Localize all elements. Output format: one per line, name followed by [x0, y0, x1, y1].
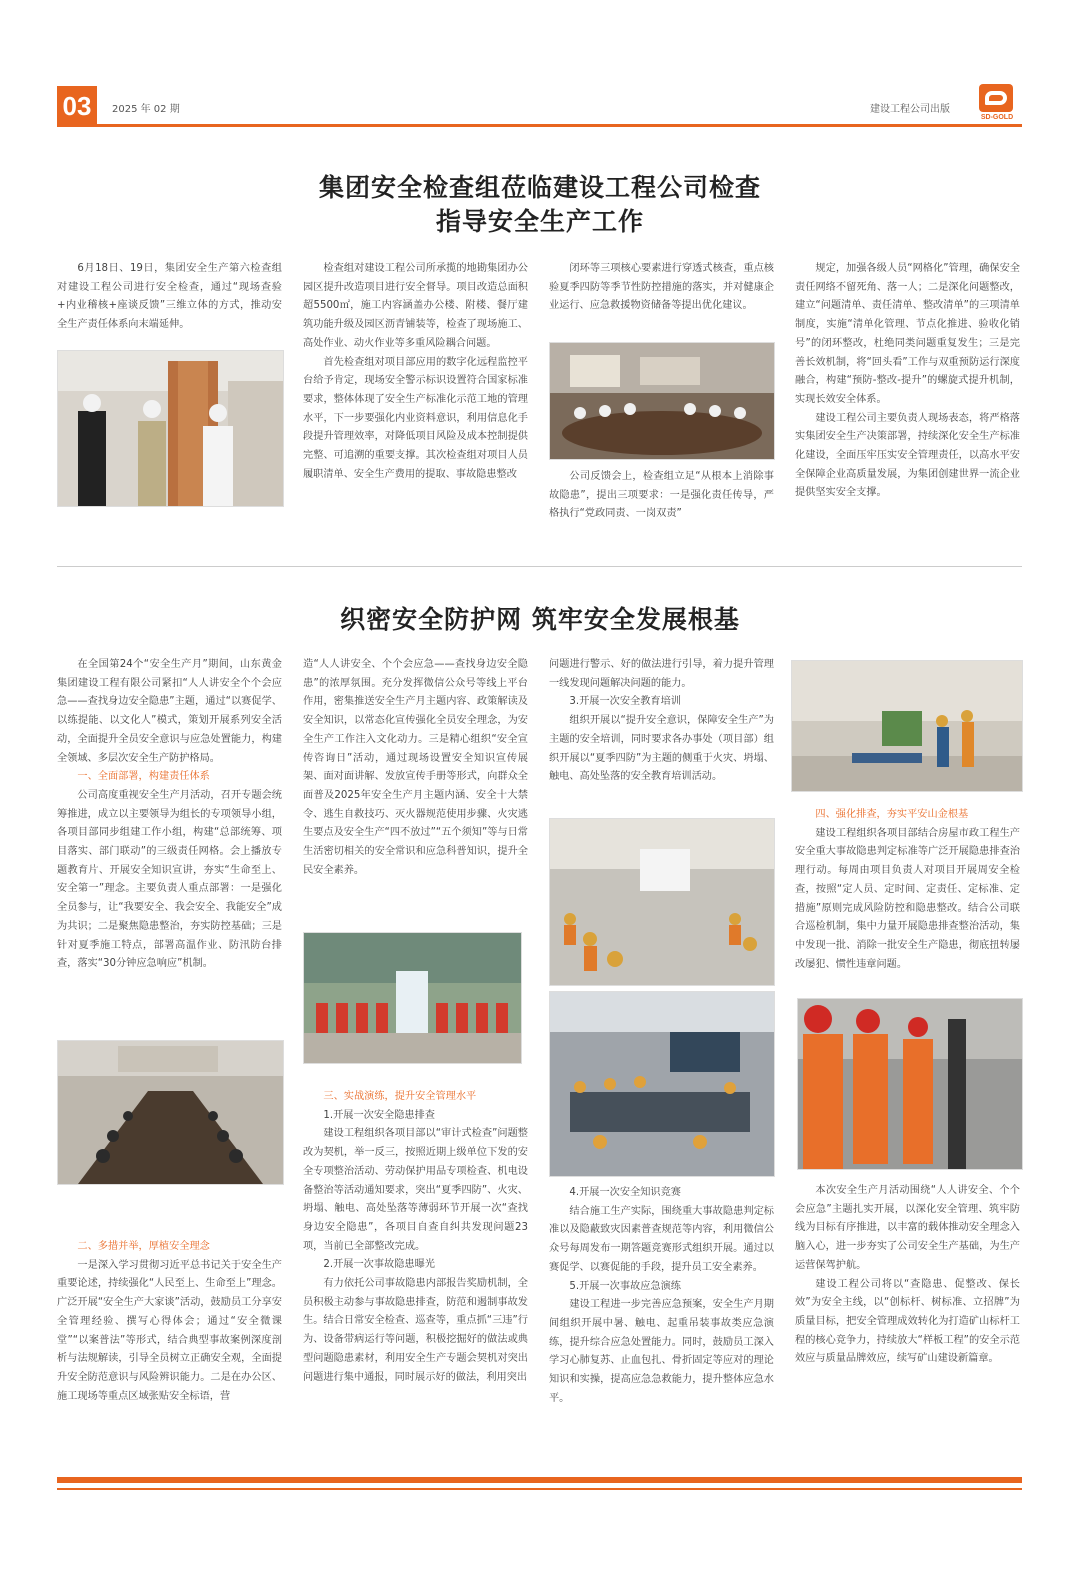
logo-mark-icon	[979, 84, 1013, 112]
section-heading: 二、多措并举，厚植安全理念	[77, 1241, 210, 1252]
paragraph: 建设工程组织各项目部结合房屋市政工程生产安全重大事故隐患判定标准等广泛开展隐患排查治理行动。每周由项目负责人对项目开展周安全检查，按照“定人员、定时间、定责任、定标准、定措施”原则完成风险防控和隐患整改。结合公司联合巡检机制，集中力量开展隐患排查整治活动，集中发现一批、消除一批安全生产隐患，彻底扭转屡改屡犯、惯性违章问题。	[795, 827, 1020, 970]
article2-title: 织密安全防护网 筑牢安全发展根基	[340, 605, 740, 634]
sd-gold-logo	[976, 84, 1018, 128]
photo-first-aid-drill	[791, 660, 1023, 792]
publisher-label: 建设工程公司出版	[870, 104, 950, 115]
photo-meeting-room	[57, 1040, 284, 1185]
paragraph: 检查组对建设工程公司所承揽的地勘集团办公园区提升改造项目进行安全督导。项目改造总面积超5500㎡，施工内容涵盖办公楼、附楼、餐厅建筑功能升级及园区沥青铺装等，检查了现场施工、高处作业、动火作业等多重风险耦合问题。	[303, 263, 528, 349]
paragraph: 一是深入学习贯彻习近平总书记关于安全生产重要论述，持续强化“人民至上、生命至上”理念。广泛开展“安全生产大家谈”活动，鼓励员工分享安全管理经验、撰写心得体会；通过“安全微课堂”“以案普法”等形式，结合典型事故案例深度剖析与法规解读，引导全员树立正确安全观，全面提升安全防范意识与风险辨识能力。二是在办公区、施工现场等重点区域张贴安全标语，营	[57, 1259, 282, 1402]
paragraph: 建设工程组织各项目部以“审计式检查”问题整改为契机，举一反三，按照近期上级单位下发的安全专项整治活动、劳动保护用品专项检查、机电设备整治等活动通知要求，突出“夏季四防”、火灾、坍塌、触电、高处坠落等薄弱环节开展一次“查找身边安全隐患”，各项目自查自纠共发现问题23项，当前已全部整改完成。	[303, 1128, 528, 1252]
logo-text: SD-GOLD	[980, 114, 1014, 121]
paragraph: 在全国第24个“安全生产月”期间，山东黄金集团建设工程有限公司紧扣“人人讲安全个个会应急——查找身边安全隐患”主题，通过“以赛促学、以练提能、以文化人”模式，策划开展系列安全活动，全面提升全员安全意识与应急处置能力，构建全领域、多层次安全生产防护格局。	[57, 659, 282, 764]
photo-inspection-site	[57, 350, 284, 507]
article2-column-2-continued	[303, 1088, 528, 1387]
section-heading: 5.开展一次事故应急演练	[569, 1280, 681, 1292]
header-rule	[57, 124, 1022, 127]
paragraph: 首先检查组对项目部应用的数字化远程监控平台给予肯定，现场安全警示标识设置符合国家标准要求，整体体现了安全生产标准化示范工地的管理水平，下一步要强化内业资料意识，利用信息化手段提升管理效率，对降低项目风险及成本控制提供完整、可追溯的重要支撑。其次检查组对项目人员履职清单、安全生产费用的提取、事故隐患整改	[303, 356, 528, 480]
page-number: 03	[57, 86, 97, 126]
paragraph: 建设工程进一步完善应急预案，安全生产月期间组织开展中暑、触电、起重吊装事故类应急演练，提升综合应急处置能力。同时，鼓励员工深入学习心肺复苏、止血包扎、骨折固定等应对的理论知识和实操，提高应急急救能力，提升整体应急水平。	[549, 1299, 774, 1404]
article1-column-2	[303, 260, 528, 484]
article2-column-3-continued	[549, 1184, 774, 1408]
photo-knowledge-contest	[549, 991, 775, 1177]
article2-column-1	[57, 656, 282, 974]
photo-safety-training	[549, 818, 775, 986]
photo-feedback-meeting	[549, 342, 775, 460]
paragraph: 问题进行警示、好的做法进行引导，着力提升管理一线发现问题解决问题的能力。	[549, 659, 774, 689]
paragraph: 公司高度重视安全生产月活动，召开专题会统筹推进，成立以主要领导为组长的专项领导小组，各项目部同步组建工作小组，构建“总部统筹、项目落实、部门联动”的三级责任网格。会上播放专题教育片、开展安全知识宣讲，夯实“生命至上、安全第一”理念。主要负责人重点部署：一是强化全员参与，让“我要安全、我会安全、我能安全”成为共识；二是聚焦隐患整治，夯实防控基础；三是针对夏季施工特点，部署高温作业、防汛防台排查，落实“30分钟应急响应”机制。	[57, 789, 282, 970]
paragraph: 公司反馈会上，检查组立足“从根本上消除事故隐患”，提出三项要求：一是强化责任传导，严格执行“党政同责、一岗双责”	[549, 471, 774, 520]
paragraph: 建设工程公司将以“查隐患、促整改、保长效”为安全主线，以“创标杆、树标准、立招牌”为质量目标，把安全管理成效转化为打造矿山标杆工程的核心竞争力，持续放大“样板工程”的安全示范效应与质量品牌效应，续写矿山建设新篇章。	[795, 1278, 1020, 1365]
section-heading: 4.开展一次安全知识竞赛	[569, 1187, 681, 1198]
section-heading: 2.开展一次事故隐患曝光	[323, 1259, 435, 1271]
paragraph: 6月18日、19日，集团安全生产第六检查组对建设工程公司进行安全检查，通过“现场查验+内业稽核+座谈反馈”三维立体的方式，推动安全生产责任体系向末端延伸。	[57, 263, 282, 331]
article1-title-line1: 集团安全检查组莅临建设工程公司检查	[318, 173, 761, 202]
footer-rule-thin	[57, 1488, 1022, 1490]
section-heading: 1.开展一次安全隐患排查	[323, 1109, 435, 1121]
section-heading: 四、强化排查，夯实平安山金根基	[815, 809, 969, 820]
section-heading: 三、实战演练，提升安全管理水平	[323, 1091, 477, 1102]
paragraph: 规定，加强各级人员“网格化”管理，确保安全责任网络不留死角、落一人；二是深化问题整改，建立“问题清单、责任清单、整改清单”的三项清单制度，实施“清单化管理、节点化推进、验收化销号”的闭环整改，杜绝同类问题重复发生；三是完善长效机制，将“回头看”工作与双重预防运行深度融合，构建“预防-整改-提升”的螺旋式提升机制，实现长效安全体系。	[795, 263, 1020, 405]
paragraph: 建设工程公司主要负责人现场表态，将严格落实集团安全生产决策部署，持续深化安全生产标准化建设，全面压牢压实安全管理责任，以高水平安全保障企业高质量发展，为集团创建世界一流企业提供坚实安全支撑。	[795, 412, 1020, 499]
paragraph: 有力依托公司事故隐患内部报告奖励机制，全员积极主动参与事故隐患排查，防范和遏制事故发生。结合日常安全检查、巡查等，重点抓“三违”行为、设备带病运行等问题，积极挖掘好的做法或典型问题隐患素材，利用安全生产专题会契机对突出问题进行集中通报，同时展示好的做法，利用突出	[303, 1278, 528, 1383]
section-divider	[57, 566, 1022, 567]
section-heading: 一、全面部署，构建责任体系	[77, 771, 210, 783]
article2-column-3	[549, 656, 774, 787]
photo-publicity-day	[303, 932, 522, 1064]
section-heading: 3.开展一次安全教育培训	[569, 696, 681, 708]
article2-column-4	[795, 806, 1020, 974]
paragraph: 结合施工生产实际，围绕重大事故隐患判定标准以及隐蔽致灾因素普查规范等内容，利用微信公众号每周发布一期答题竞赛形式组织开展。通过以赛促学、以赛促能的手段，提升员工安全素养。	[549, 1205, 774, 1273]
paragraph: 本次安全生产月活动围绕“人人讲安全、个个会应急”主题扎实开展，以深化安全管理、筑牢防线为目标有序推进，以丰富的载体推动安全理念入脑入心，进一步夯实了公司安全生产基础，为生产运营保驾护航。	[795, 1185, 1020, 1271]
article1-title-line2: 指导安全生产工作	[435, 207, 644, 236]
article2-column-2	[303, 656, 528, 880]
paragraph: 组织开展以“提升安全意识，保障安全生产”为主题的安全培训，同时要求各办事处（项目部）组织开展以“夏季四防”为主题的侧重于火灾、坍塌、触电、高处坠落的安全教育培训活动。	[549, 715, 774, 783]
photo-site-inspection	[797, 998, 1023, 1170]
article1-column-3	[549, 260, 774, 316]
footer-rule-thick	[57, 1477, 1022, 1483]
article1-column-3-continued	[549, 468, 774, 524]
article1-column-4	[795, 260, 1020, 503]
article2-column-4-continued	[795, 1182, 1020, 1369]
issue-label: 2025 年 02 期	[112, 104, 180, 115]
article2-column-1-continued	[57, 1238, 282, 1406]
paragraph: 闭环等三项核心要素进行穿透式核查，重点核验夏季四防等季节性防控措施的落实，并对健康企业运行、应急救援物资储备等提出优化建议。	[549, 263, 774, 312]
article1-column-1	[57, 260, 282, 335]
paragraph: 造“人人讲安全、个个会应急——查找身边安全隐患”的浓厚氛围。充分发挥微信公众号等线上平台作用，密集推送安全生产月主题内容、政策解读及安全知识，以常态化宣传强化全员安全理念，为安全生产工作注入文化动力。三是精心组织“安全宣传咨询日”活动，通过现场设置安全知识宣传展架、面对面讲解、发放宣传手册等形式，向群众全面普及2025年安全生产月主题内涵、安全十大禁令、逃生自救技巧、灭火器规范使用步骤、火灾逃生要点及安全生产“四不放过”“五个须知”等与日常生活密切相关的安全常识和应急科普知识，提升全民安全素养。	[303, 659, 528, 876]
